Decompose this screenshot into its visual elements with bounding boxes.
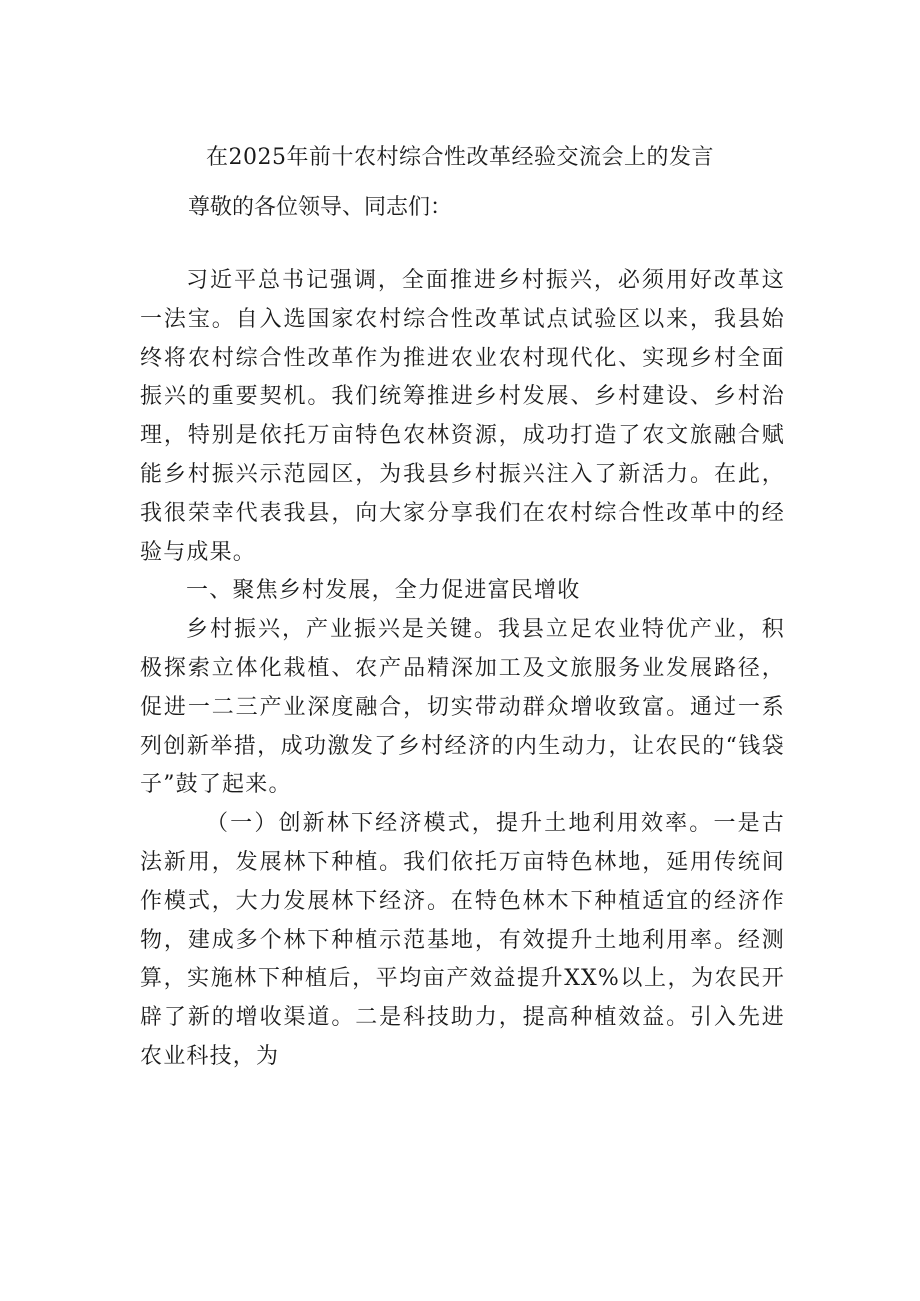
subsection-paragraph: （一）创新林下经济模式，提升土地利用效率。一是古法新用，发展林下种植。我们依托万亩特色林地，延用传统间作模式，大力发展林下经济。在特色林木下种植适宜的经济作物，建成多个林下种植示范基地，有效提升土地利用率。经测算，实施林下种植后，平均亩产效益提升XX%以上，为农民开辟了新的增收渠道。二是科技助力，提高种植效益。引入先进农业科技，为 xyxy=(140,811,785,1069)
salutation: 尊敬的各位领导、同志们： xyxy=(188,195,453,220)
document-body xyxy=(140,262,785,1077)
document-title: 在2025年前十农村综合性改革经验交流会上的发言 xyxy=(206,145,714,170)
section-heading: 一、聚焦乡村发展，全力促进富民增收 xyxy=(186,578,581,604)
section-paragraph: 乡村振兴，产业振兴是关键。我县立足农业特优产业，积极探索立体化栽植、农产品精深加工及文旅服务业发展路径，促进一二三产业深度融合，切实带动群众增收致富。通过一系列创新举措，成功激发了乡村经济的内生动力，让农民的“钱袋子”鼓了起来。 xyxy=(140,617,785,798)
intro-paragraph: 习近平总书记强调，全面推进乡村振兴，必须用好改革这一法宝。自入选国家农村综合性改革试点试验区以来，我县始终将农村综合性改革作为推进农业农村现代化、实现乡村全面振兴的重要契机。我们统筹推进乡村发展、乡村建设、乡村治理，特别是依托万亩特色农林资源，成功打造了农文旅融合赋能乡村振兴示范园区，为我县乡村振兴注入了新活力。在此，我很荣幸代表我县，向大家分享我们在农村综合性改革中的经验与成果。 xyxy=(140,268,785,565)
